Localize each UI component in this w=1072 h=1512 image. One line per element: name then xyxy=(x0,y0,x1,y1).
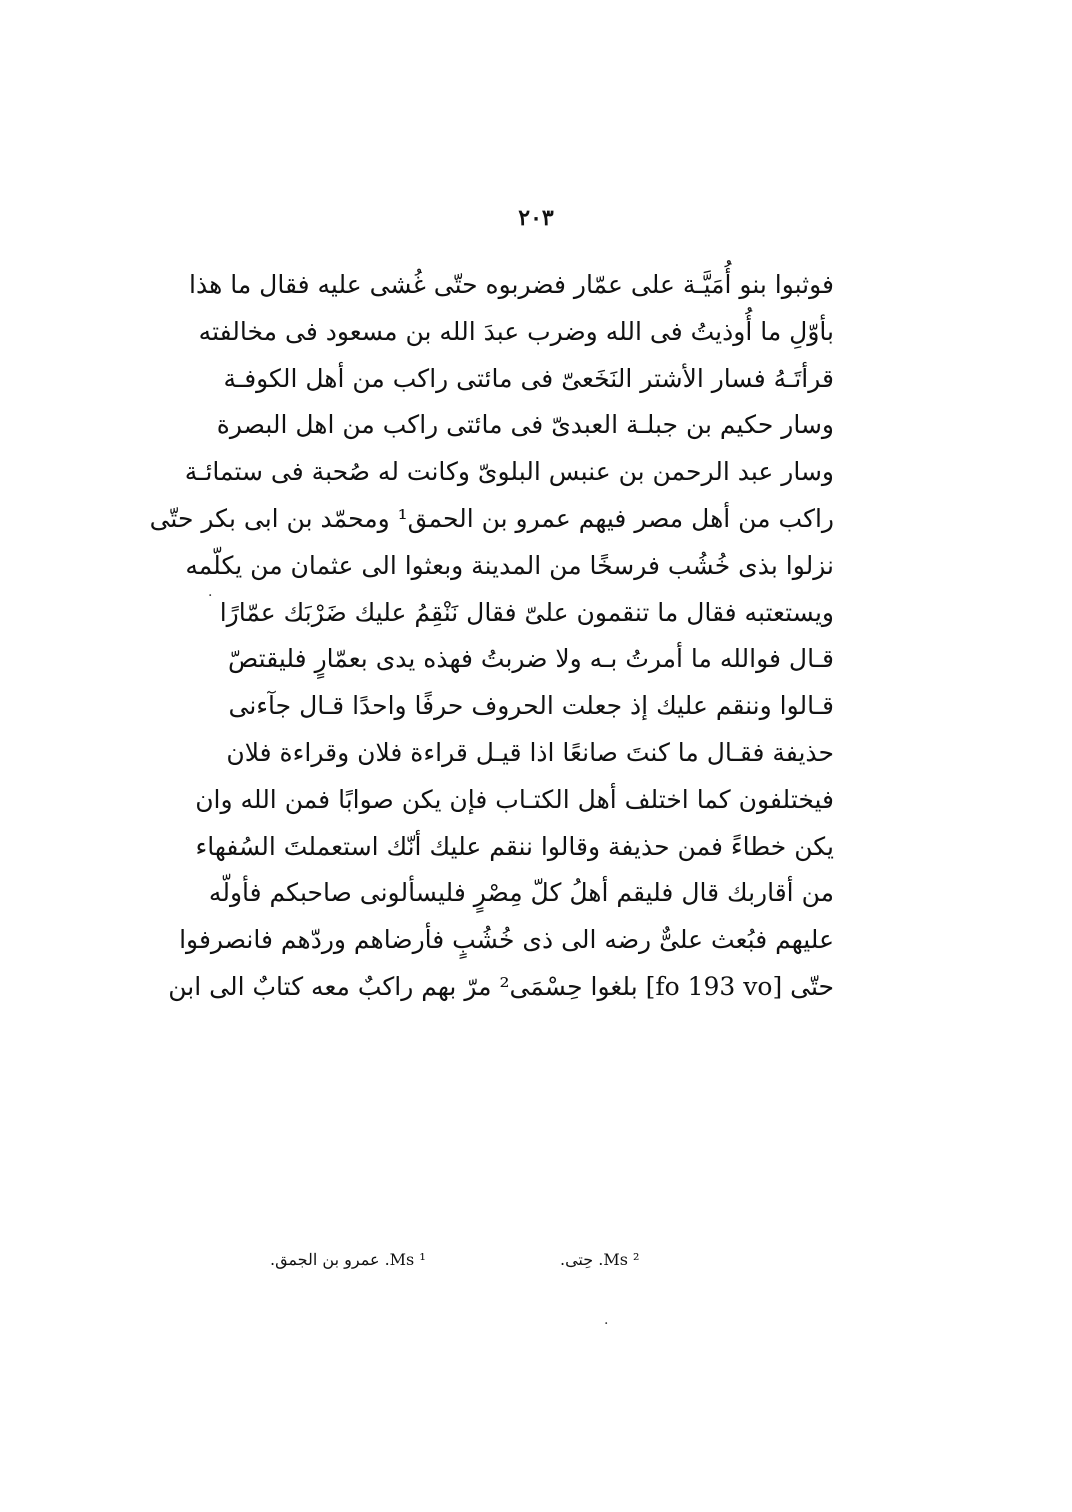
text-line: قـال فوالله ما أمرتُ بـه ولا ضربتُ فهذه يدى بعمّارٍ فليقتصّ xyxy=(228,644,834,674)
text-line: من أقاربك قال فليقم أهلُ كلّ مِصْرٍ فليسألونى صاحبكم فأولّه xyxy=(208,878,834,908)
footnote-2: ² Ms. حِتى. xyxy=(560,1250,640,1269)
text-line: وسار حكيم بن جبلـة العبدىّ فى مائتى راكب من اهل البصرة xyxy=(216,410,834,440)
arabic-text-block xyxy=(149,262,834,1011)
text-line: نزلوا بذى خُشُب فرسخًا من المدينة وبعثوا الى عثمان من يكلّمه xyxy=(185,550,834,580)
text-line: ويستعتبه فقال ما تنقمون علىّ فقال نَنْقِمُ عليك ضَرْبَك عمّارًا xyxy=(219,597,834,627)
text-line: قرأتَـهُ فسار الأشتر النَخَعىّ فى مائتى راكب من أهل الكوفـة xyxy=(223,363,834,393)
margin-dot: · xyxy=(208,588,213,604)
text-line: وسار عبد الرحمن بن عنبس البلوىّ وكانت له صُحبة فى ستمائـة xyxy=(184,457,834,487)
text-line: بأوّلِ ما أُوذيتُ فى الله وضرب عبدَ الله بن مسعود فى مخالفته xyxy=(198,316,834,346)
footnote-1: ¹ Ms. عمرو بن الجمق. xyxy=(270,1250,426,1269)
text-line: فيختلفون كما اختلف أهل الكتـاب فإن يكن صوابًا فمن الله وان xyxy=(195,784,834,814)
text-line: راكب من أهل مصر فيهم عمرو بن الحمق¹ ومحمّد بن ابى بكر حتّى xyxy=(149,503,834,533)
page-number: ٢٠٣ xyxy=(518,205,554,231)
text-line: يكن خطاءً فمن حذيفة وقالوا ننقم عليك أنّك استعملتَ السُفهاء xyxy=(195,831,834,861)
text-line: حذيفة فقـال ما كنتَ صانعًا اذا قيـل قراءة فلان وقراءة فلان xyxy=(226,737,834,767)
text-line: عليهم فبُعث علىٌّ رضه الى ذى خُشُبٍ فأرضاهم وردّهم فانصرفوا xyxy=(179,925,834,955)
text-line: حتّى [fo 193 vo] بلغوا حِسْمَى² مرّ بهم راكبٌ معه كتابٌ الى ابن xyxy=(168,971,834,1001)
footnotes xyxy=(270,1250,690,1280)
margin-dot: · xyxy=(604,1316,609,1332)
text-line: قـالوا وننقم عليك إذ جعلت الحروف حرفًا واحدًا قـال جآءنى xyxy=(228,691,834,721)
text-line: فوثبوا بنو أُمَيَّـة على عمّار فضربوه حتّى غُشى عليه فقال ما هذا xyxy=(189,270,834,299)
